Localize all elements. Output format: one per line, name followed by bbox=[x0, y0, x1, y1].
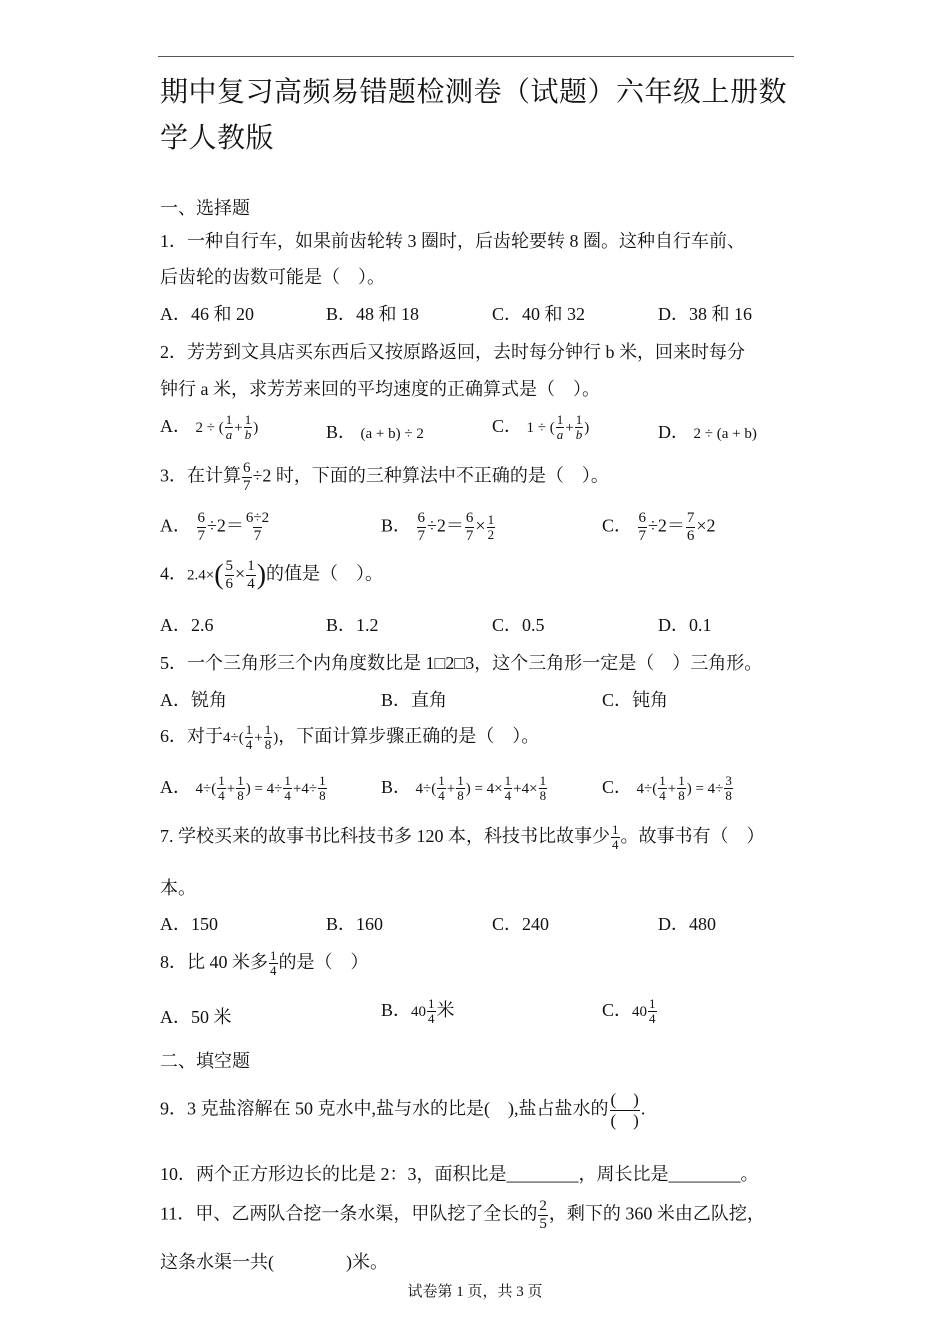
q2-line1: 2．芳芳到文具店买东西后又按原路返回，去时每分钟行 b 米，回来时每分 bbox=[160, 342, 745, 362]
q4-suffix: 的值是（ ）。 bbox=[266, 563, 384, 584]
q11-line1a: 11．甲、乙两队合挖一条水渠，甲队挖了全长的 bbox=[160, 1203, 538, 1224]
q7-option-c: C．240 bbox=[492, 914, 550, 934]
q6-option-b: B． 4÷( $\frac{1}{4}$ + $\frac{1}{8}$ ) = 4× $\frac{1}{4}$ +4× $\frac{1}{8}$ bbox=[381, 773, 547, 804]
q2-option-b-label: B． bbox=[326, 422, 357, 442]
q1-option-c: C．40 和 32 bbox=[492, 304, 586, 324]
q2-option-a: A． 2 ÷ ( $\frac{1}{a}$ + $\frac{1}{b}$ ) bbox=[160, 412, 259, 443]
q3-suffix: ÷2 时，下面的三种算法中不正确的是（ ）。 bbox=[252, 465, 609, 486]
q7-line1: 7. 学校买来的故事书比科技书多 120 本，科技书比故事少 $\frac{1}{4}$ 。故事书有（ ） bbox=[160, 822, 765, 853]
q8-option-a: A．50 米 bbox=[160, 1007, 232, 1027]
q6-suffix: ，下面计算步骤正确的是（ ）。 bbox=[278, 726, 540, 746]
q2-option-d-expr: 2 ÷ (a + b) bbox=[693, 426, 757, 442]
q6-option-b-label: B． bbox=[381, 777, 412, 797]
q6-option-a-label: A． bbox=[160, 777, 191, 797]
q7-option-d: D．480 bbox=[658, 914, 716, 934]
q9-line: 9．3 克盐溶解在 50 克水中,盐与水的比是( ),盐占盐水的 $\frac{( )}{( )}$ . bbox=[160, 1090, 646, 1130]
q1-line1: 1．一种自行车，如果前齿轮转 3 圈时，后齿轮要转 8 圈。这种自行车前、 bbox=[160, 231, 745, 251]
q8-prefix: 8．比 40 米多 bbox=[160, 952, 268, 972]
q2-option-a-label: A． bbox=[160, 416, 191, 436]
q4-option-c: C．0.5 bbox=[492, 615, 545, 635]
q2-option-d-label: D． bbox=[658, 422, 689, 442]
q5-option-b: B．直角 bbox=[381, 690, 448, 710]
q6-option-c-label: C． bbox=[602, 777, 633, 797]
q4-prefix: 4． bbox=[160, 563, 187, 584]
q2-option-c: C． 1 ÷ ( $\frac{1}{a}$ + $\frac{1}{b}$ ) bbox=[492, 412, 590, 443]
q7-option-a: A．150 bbox=[160, 914, 218, 934]
header-rule bbox=[158, 56, 794, 57]
q3-option-b: B． $\frac{6}{7}$ ÷2＝ $\frac{6}{7}$ × $\frac{1}{2}$ bbox=[381, 510, 495, 544]
q4-option-d: D．0.1 bbox=[658, 615, 712, 635]
q7-option-b: B．160 bbox=[326, 914, 384, 934]
q2-option-c-label: C． bbox=[492, 416, 523, 436]
q6-option-c: C． 4÷( $\frac{1}{4}$ + $\frac{1}{8}$ ) = 4÷ $\frac{3}{8}$ bbox=[602, 773, 732, 804]
q8-option-c-label: C． bbox=[602, 1000, 633, 1020]
q7-line1a: 7. 学校买来的故事书比科技书多 120 本，科技书比故事少 bbox=[160, 826, 610, 846]
q3-option-b-label: B． bbox=[381, 515, 412, 536]
q2-option-d bbox=[658, 418, 757, 444]
q6-option-a: A． 4÷( $\frac{1}{4}$ + $\frac{1}{8}$ ) = 4÷ $\frac{1}{4}$ +4÷ $\frac{1}{8}$ bbox=[160, 773, 326, 804]
q3-option-a-label: A． bbox=[160, 515, 191, 536]
q4-option-b: B．1.2 bbox=[326, 615, 379, 635]
q1-option-a: A．46 和 20 bbox=[160, 304, 254, 324]
q5-option-c: C．钝角 bbox=[602, 690, 669, 710]
q1-option-d: D．38 和 16 bbox=[658, 304, 752, 324]
q8-option-b-unit: 米 bbox=[436, 1000, 455, 1020]
q6-line: 6．对于4÷( $\frac{1}{4}$ + $\frac{1}{8}$ )，下面计算步骤正确的是（ ）。 bbox=[160, 722, 540, 753]
q6-prefix: 6．对于 bbox=[160, 726, 223, 746]
q8-option-b-label: B． bbox=[381, 1000, 412, 1020]
section-heading-fill: 二、填空题 bbox=[160, 1051, 250, 1071]
q3-option-c: C． $\frac{6}{7}$ ÷2＝ $\frac{7}{6}$ ×2 bbox=[602, 510, 716, 544]
q8-line: 8．比 40 米多 $\frac{1}{4}$ 的是（ ） bbox=[160, 948, 369, 979]
q2-option-b-expr: (a + b) ÷ 2 bbox=[360, 426, 424, 442]
q4-line: 4．2.4×( $\frac{5}{6}$ × $\frac{1}{4}$ )的值是（ ）。 bbox=[160, 558, 384, 592]
section-heading-choice: 一、选择题 bbox=[160, 198, 250, 218]
q11-line2: 这条水渠一共( )米。 bbox=[160, 1252, 388, 1272]
q3-line: 3．在计算 $\frac{6}{7}$ ÷2 时，下面的三种算法中不正确的是（ ）。 bbox=[160, 460, 609, 494]
q3-option-c-label: C． bbox=[602, 515, 633, 536]
page-title: 期中复习高频易错题检测卷（试题）六年级上册数学人教版 bbox=[160, 77, 788, 154]
q2-line2: 钟行 a 米，求芳芳来回的平均速度的正确算式是（ ）。 bbox=[160, 379, 600, 399]
q9-text: 9．3 克盐溶解在 50 克水中,盐与水的比是( ),盐占盐水的 bbox=[160, 1098, 609, 1119]
q11-line1b: ，剩下的 360 米由乙队挖， bbox=[548, 1203, 765, 1224]
q7-line2: 本。 bbox=[160, 878, 196, 898]
q1-option-b: B．48 和 18 bbox=[326, 304, 420, 324]
q4-option-a: A．2.6 bbox=[160, 615, 214, 635]
q2-option-b bbox=[326, 418, 424, 444]
q5-line: 5．一个三角形三个内角度数比是 1□2□3，这个三角形一定是（ ）三角形。 bbox=[160, 653, 763, 673]
q8-suffix: 的是（ ） bbox=[278, 952, 369, 972]
q10-line: 10．两个正方形边长的比是 2：3，面积比是________，周长比是________。 bbox=[160, 1164, 759, 1184]
page-footer: 试卷第 1 页，共 3 页 bbox=[407, 1284, 543, 1300]
q7-line1b: 。故事书有（ ） bbox=[620, 826, 765, 846]
q3-option-a: A． $\frac{6}{7}$ ÷2＝ $\frac{6\div 2}{7}$ bbox=[160, 510, 270, 544]
q5-option-a: A．锐角 bbox=[160, 690, 227, 710]
q11-line1: 11．甲、乙两队合挖一条水渠，甲队挖了全长的 $\frac{2}{5}$ ，剩下的 360 米由乙队挖， bbox=[160, 1198, 765, 1232]
q8-option-b: B．40 $\frac{1}{4}$ 米 bbox=[381, 996, 455, 1027]
q3-prefix: 3．在计算 bbox=[160, 465, 241, 486]
q8-option-c: C．40 $\frac{1}{4}$ bbox=[602, 996, 656, 1027]
q1-line2: 后齿轮的齿数可能是（ ）。 bbox=[160, 267, 385, 287]
